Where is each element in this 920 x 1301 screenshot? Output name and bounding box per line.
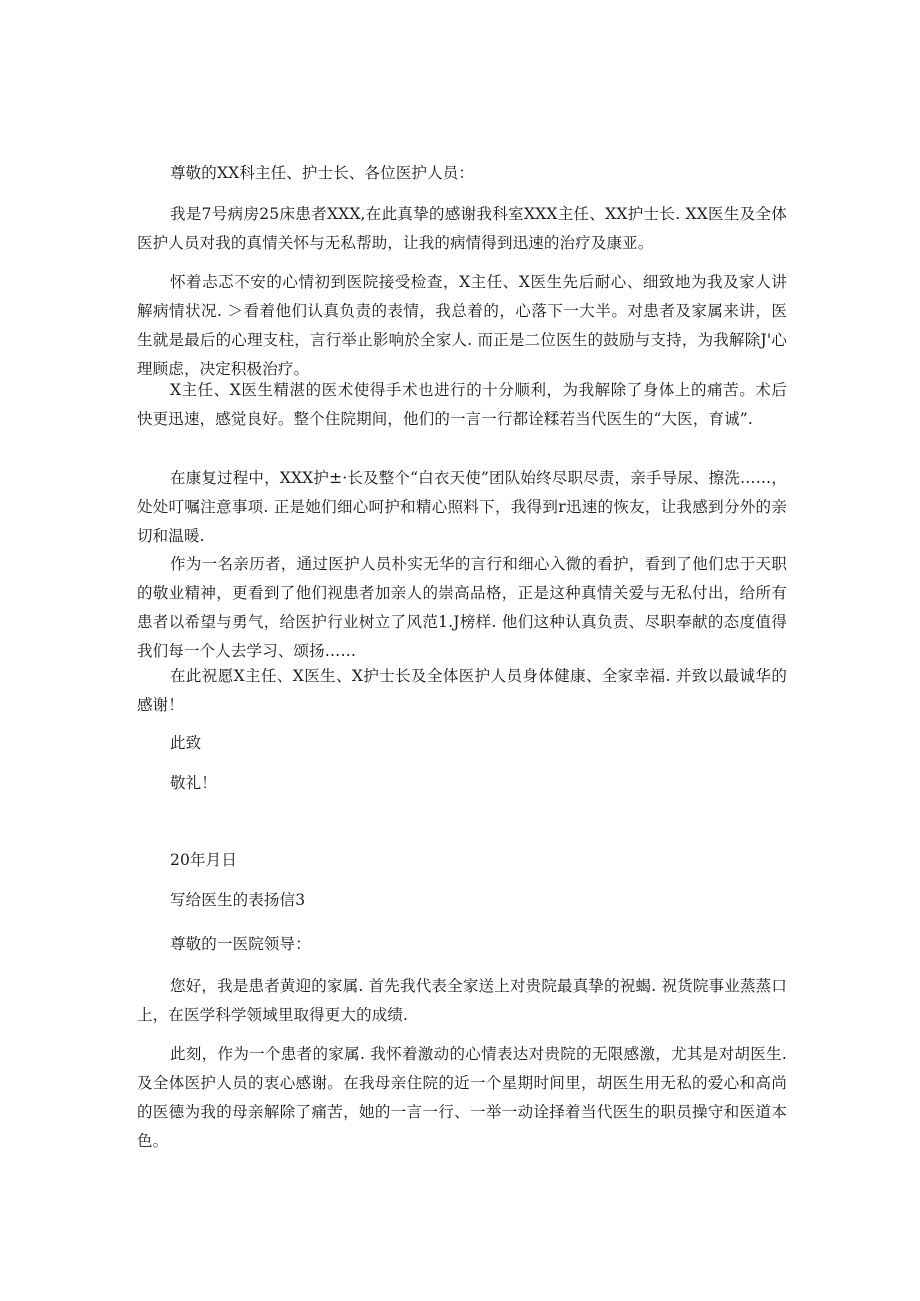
letter2-paragraph-1: 您好，我是患者黄迎的家属. 首先我代表全家送上对贵院最真挚的祝蝎. 祝货院事业蒸蒸口上，在医学科学领域里取得更大的成绩. (137, 977, 787, 1024)
letter1-paragraph-1: 我是7号病房25床患者XXX,在此真挚的感谢我科室XXX主任、XX护士长. XX医生及全体医护人员对我的真情关怀与无私帮助，让我的病情得到迅速的治疗及康亚。 (137, 205, 787, 252)
letter2-salutation: 尊敬的一医院领导： (170, 935, 311, 953)
letter1-paragraph-2: 怀着忐忑不安的心情初到医院接受检查，X主任、X医生先后耐心、细致地为我及家人讲解病情状况. ＞看着他们认真负责的表情，我总着的，心落下一大半。对患者及家属来讲，医生就是最后的心理支柱，言行举止影响於全家人. 而正是二位医生的鼓励与支持，为我解除J'心理顾虑，决定积极治疗。 (137, 273, 787, 378)
letter2-title: 写给医生的表扬信3 (170, 891, 306, 909)
letter1-regards: 敬礼！ (170, 774, 217, 792)
letter1-paragraph-6: 在此祝愿X主任、X医生、X护士长及全体医护人员身体健康、全家幸福. 并致以最诚华的感谢！ (137, 667, 787, 714)
letter1-date: 20年月日 (170, 851, 237, 869)
letter1-paragraph-4: 在康复过程中，XXX护±·长及整个“白衣天使”团队始终尽职尽责，亲手导尿、擦洗……，处处叮嘱注意事项. 正是她们细心呵护和精心照料下，我得到r迅速的恢友，让我感到分外的亲切和温暖. (137, 469, 787, 545)
letter1-paragraph-3: X主任、X医生精湛的医术使得手术也进行的十分顺利，为我解除了身体上的痛苦。术后快更迅速，感觉良好。整个住院期间，他们的一言一行都诠糅若当代医生的“大医，育诚”. (137, 381, 787, 428)
letter1-salutation: 尊敬的XX科主任、护士长、各位医护人员： (170, 164, 475, 182)
letter1-closing: 此致 (170, 734, 202, 752)
letter1-paragraph-5: 作为一名亲历者，通过医护人员朴实无华的言行和细心入微的看护，看到了他们忠于天职的敬业精神，更看到了他们视患者加亲人的崇高品格，正是这种真情关爱与无私付出，给所有患者以希望与勇气，给医护行业树立了风范1.J榜样. 他们这种认真负责、尽职奉献的态度值得我们每一个人去学习、颂扬…… (137, 555, 787, 660)
letter2-paragraph-2: 此刻，作为一个患者的家属. 我怀着激动的心情表达对贵院的无限感激，尤其是对胡医生. 及全体医护人员的衷心感谢。在我母亲住院的近一个星期时间里，胡医生用无私的爱心和高尚的医德为我的母亲解除了痛苦，她的一言一行、一举一动诠择着当代医生的职员操守和医道本色。 (137, 1045, 787, 1150)
